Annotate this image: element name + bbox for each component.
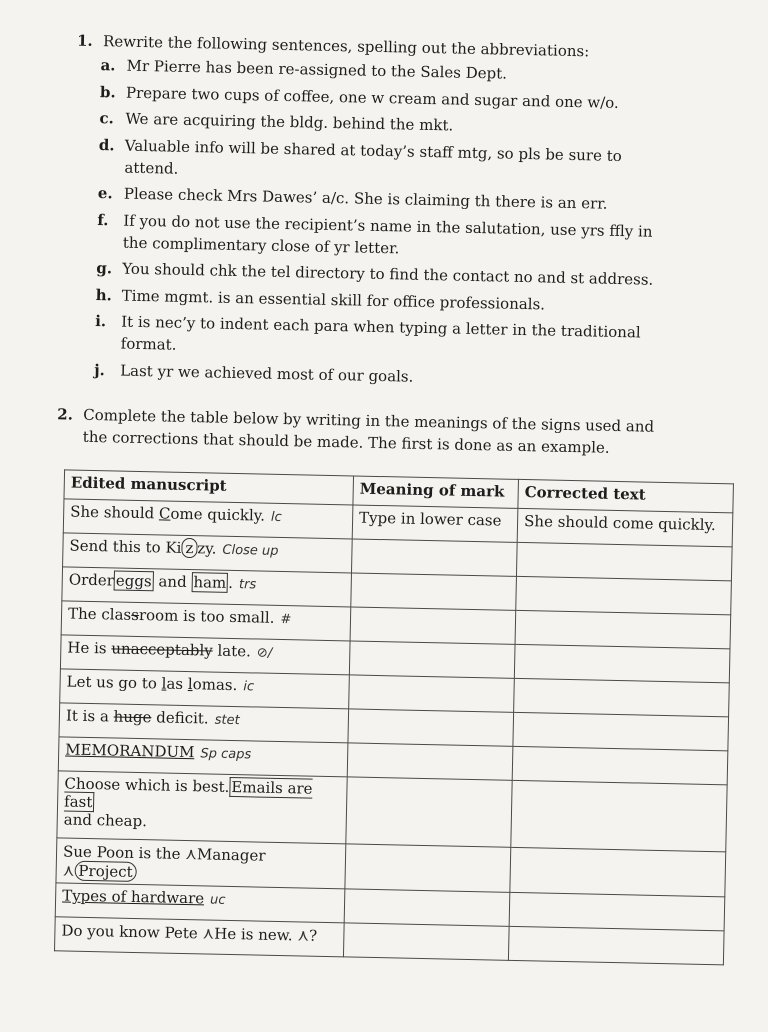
list-item: j. Last yr we achieved most of our goals.	[94, 360, 414, 386]
proof-mark: ic	[243, 679, 255, 695]
insert-caret-icon: ⋏	[202, 923, 215, 943]
meaning-cell[interactable]	[350, 607, 516, 644]
meaning-cell[interactable]	[345, 844, 511, 892]
insert-caret-icon: ⋏	[62, 860, 75, 880]
meaning-cell[interactable]	[347, 743, 513, 780]
question-2	[57, 403, 668, 460]
manuscript-cell: Types of hardware uc	[55, 883, 345, 923]
question-1	[70, 30, 677, 397]
question-stem: Rewrite the following sentences, spelling out the abbreviations:	[102, 32, 590, 61]
manuscript-cell: He is unacceptably late. ⊘/	[60, 635, 350, 675]
corrected-cell[interactable]	[509, 892, 725, 930]
meaning-cell[interactable]	[351, 539, 517, 576]
column-header: Corrected text	[518, 479, 734, 512]
corrected-cell[interactable]	[510, 847, 726, 896]
list-item: b. Prepare two cups of coffee, one w cream and sugar and one w/o.	[99, 82, 620, 112]
corrected-cell[interactable]	[512, 746, 728, 784]
manuscript-cell: MEMORANDUM Sp caps	[58, 737, 348, 777]
meaning-cell[interactable]	[344, 889, 510, 926]
list-item: f. If you do not use the recipient’s name in the salutation, use yrs ffly in the complimentary close of yr letter.	[97, 210, 653, 257]
corrected-cell[interactable]: She should come quickly.	[517, 508, 733, 546]
insert-caret-icon: ⋏	[297, 925, 310, 945]
proofreading-table	[54, 469, 734, 965]
list-item: d. Valuable info will be shared at today’s staff mtg, so pls be sure to attend.	[98, 135, 622, 178]
proof-mark: lc	[270, 509, 282, 525]
column-header: Meaning of mark	[353, 476, 519, 508]
insert-caret-icon: ⋏	[185, 844, 198, 864]
corrected-cell[interactable]	[514, 678, 730, 716]
proof-mark: Close up	[222, 542, 279, 559]
proof-mark: stet	[214, 712, 240, 729]
proof-mark: Sp caps	[200, 746, 252, 763]
list-item: i. It is nec’y to indent each para when typing a letter in the traditional format.	[95, 312, 641, 354]
meaning-cell[interactable]	[343, 923, 509, 960]
list-item: a. Mr Pierre has been re-assigned to the Sales Dept.	[100, 56, 508, 83]
manuscript-cell: Let us go to las lomas. ic	[60, 669, 350, 709]
corrected-cell[interactable]	[508, 926, 724, 964]
proof-mark: ⊘/	[256, 645, 273, 661]
list-item: g. You should chk the tel directory to find the contact no and st address.	[96, 259, 654, 289]
corrected-cell[interactable]	[513, 712, 729, 750]
manuscript-cell: It is a huge deficit. stet	[59, 703, 349, 743]
manuscript-cell: Choose which is best. Emails are fast and cheap.	[57, 771, 347, 844]
corrected-cell[interactable]	[516, 542, 732, 580]
list-item: c. We are acquiring the bldg. behind the mkt.	[99, 109, 454, 135]
question-stem: Complete the table below by writing in the meanings of the signs used and the corrections that should be made. The first is done as an example.	[82, 405, 655, 457]
proof-mark: trs	[238, 577, 257, 593]
manuscript-cell: The classroom is too small. #	[61, 601, 351, 641]
manuscript-cell: She should Come quickly. lc	[63, 499, 353, 539]
meaning-cell[interactable]	[351, 573, 517, 610]
list-item: e. Please check Mrs Dawes’ a/c. She is claiming th there is an err.	[97, 184, 608, 213]
proof-mark: #	[280, 611, 292, 628]
meaning-cell[interactable]	[349, 641, 515, 678]
proof-mark: uc	[209, 892, 226, 908]
question-number: 1.	[76, 31, 93, 50]
manuscript-cell: Do you know Pete ⋏He is new. ⋏?	[55, 917, 345, 957]
list-item: h. Time mgmt. is an essential skill for office professionals.	[95, 285, 546, 313]
manuscript-cell: Order eggs and ham . trs	[62, 567, 352, 607]
meaning-cell[interactable]	[346, 777, 512, 847]
meaning-cell[interactable]: Type in lower case	[352, 505, 518, 542]
sentence-list	[70, 54, 677, 393]
manuscript-cell: Send this to Ki z zy. Close up	[63, 533, 353, 573]
column-header: Edited manuscript	[64, 470, 354, 505]
corrected-cell[interactable]	[511, 780, 727, 851]
manuscript-cell: Sue Poon is the ⋏Manager ⋏ Project	[56, 838, 346, 889]
meaning-cell[interactable]	[348, 709, 514, 746]
meaning-cell[interactable]	[349, 675, 515, 712]
corrected-cell[interactable]	[515, 610, 731, 648]
corrected-cell[interactable]	[516, 576, 732, 614]
question-number: 2.	[57, 405, 74, 424]
corrected-cell[interactable]	[514, 644, 730, 682]
